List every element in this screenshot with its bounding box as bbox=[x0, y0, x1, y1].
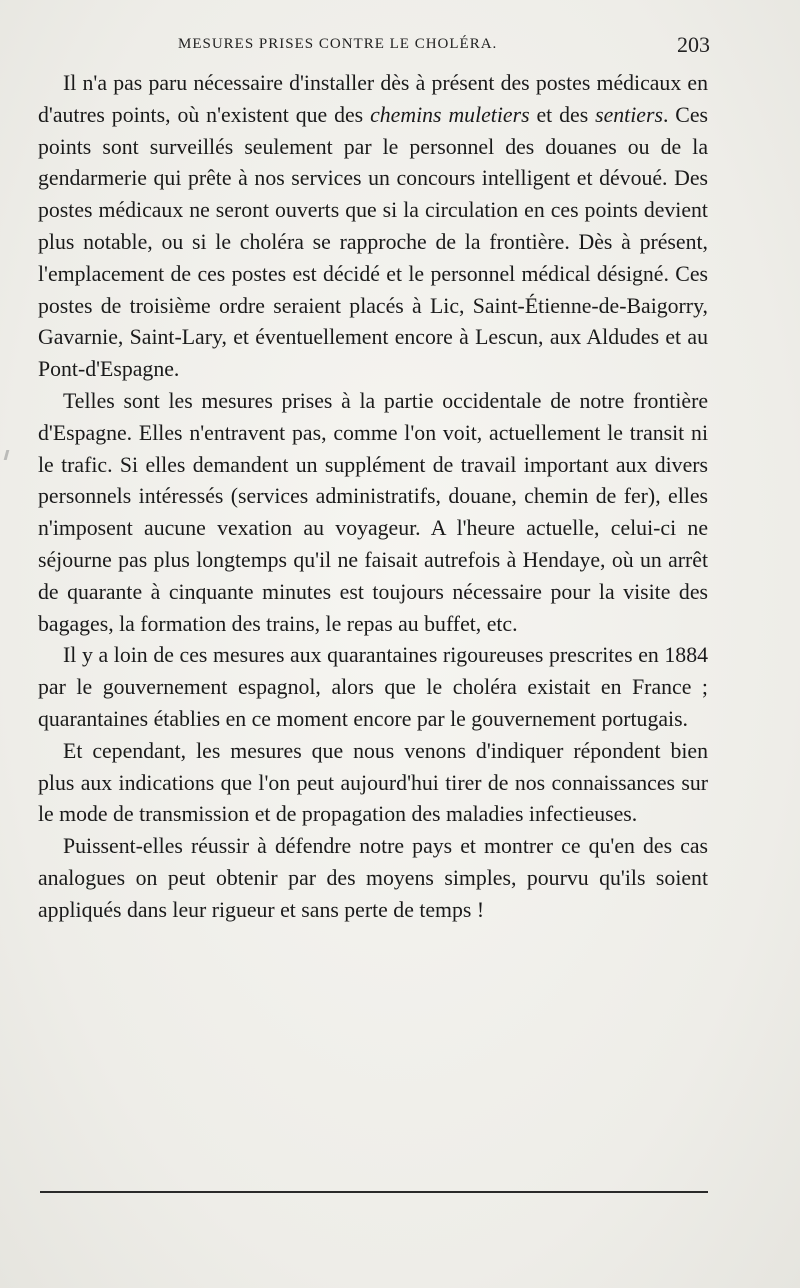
paragraph-1-segment: Il n'a pas paru nécessaire d'installer dès à présent des postes médicaux en d'autres points, où n'existent que des bbox=[38, 71, 708, 127]
paragraph-1-segment: . Ces points sont surveillés seulement par le personnel des douanes ou de la gendarmerie qui prête à nos services un concours intelligent et dévoué. Des postes médicaux ne seront ouverts que si la circulation en ces points devient plus notable, ou si le choléra se rapproche de la frontière. Dès à présent, l'emplacement de ces postes est décidé et le personnel médical désigné. Ces postes de troisième ordre seraient placés à Lic, Saint-Étienne-de-Baigorry, Gavarnie, Saint-Lary, et éventuellement encore à Lescun, aux Aldudes et au Pont-d'Espagne. bbox=[38, 102, 709, 382]
page-header bbox=[38, 32, 708, 60]
paragraph-1-italic-term: sentiers bbox=[595, 102, 663, 127]
paragraph-5-text: Puissent-elles réussir à défendre notre pays et montrer ce qu'en des cas analogues on peut obtenir par des moyens simples, pourvu qu'ils soient appliqués dans leur rigueur et sans perte de temps ! bbox=[38, 834, 708, 922]
paragraph-2-text: Telles sont les mesures prises à la partie occidentale de notre frontière d'Espagne. Elles n'entravent pas, comme l'on voit, actuellement le transit ni le trafic. Si elles demandent un supplément de travail important aux divers personnels intéressés (services administratifs, douane, chemin de fer), elles n'imposent aucune vexation au voyageur. A l'heure actuelle, celui-ci ne séjourne pas plus longtemps qu'il ne faisait autrefois à Hendaye, où un arrêt de quarante à cinquante minutes est toujours nécessaire pour la visite des bagages, la formation des trains, le repas au buffet, etc. bbox=[38, 388, 708, 636]
body-text bbox=[38, 68, 708, 927]
paragraph-5 bbox=[38, 831, 708, 926]
paragraph-3-text: Il y a loin de ces mesures aux quarantaines rigoureuses prescrites en 1884 par le gouvernement espagnol, alors que le choléra existait en France ; quarantaines établies en ce moment encore par le gouvernement portugais. bbox=[38, 643, 708, 731]
paragraph-1-italic-term: chemins muletiers bbox=[370, 102, 530, 127]
paragraph-4-text: Et cependant, les mesures que nous venons d'indiquer répondent bien plus aux indications que l'on peut aujourd'hui tirer de nos connaissances sur le mode de transmission et de propagation des maladies infectieuses. bbox=[38, 738, 708, 827]
paragraph-2 bbox=[38, 386, 708, 640]
paragraph-4 bbox=[38, 736, 708, 831]
running-head: MESURES PRISES CONTRE LE CHOLÉRA. bbox=[178, 36, 498, 52]
margin-mark bbox=[4, 450, 10, 460]
paragraph-1-segment: et des bbox=[529, 102, 596, 127]
paragraph-3 bbox=[38, 640, 708, 735]
paragraph-1 bbox=[38, 68, 708, 386]
footer-rule bbox=[40, 1191, 708, 1193]
page-number: 203 bbox=[677, 32, 710, 57]
